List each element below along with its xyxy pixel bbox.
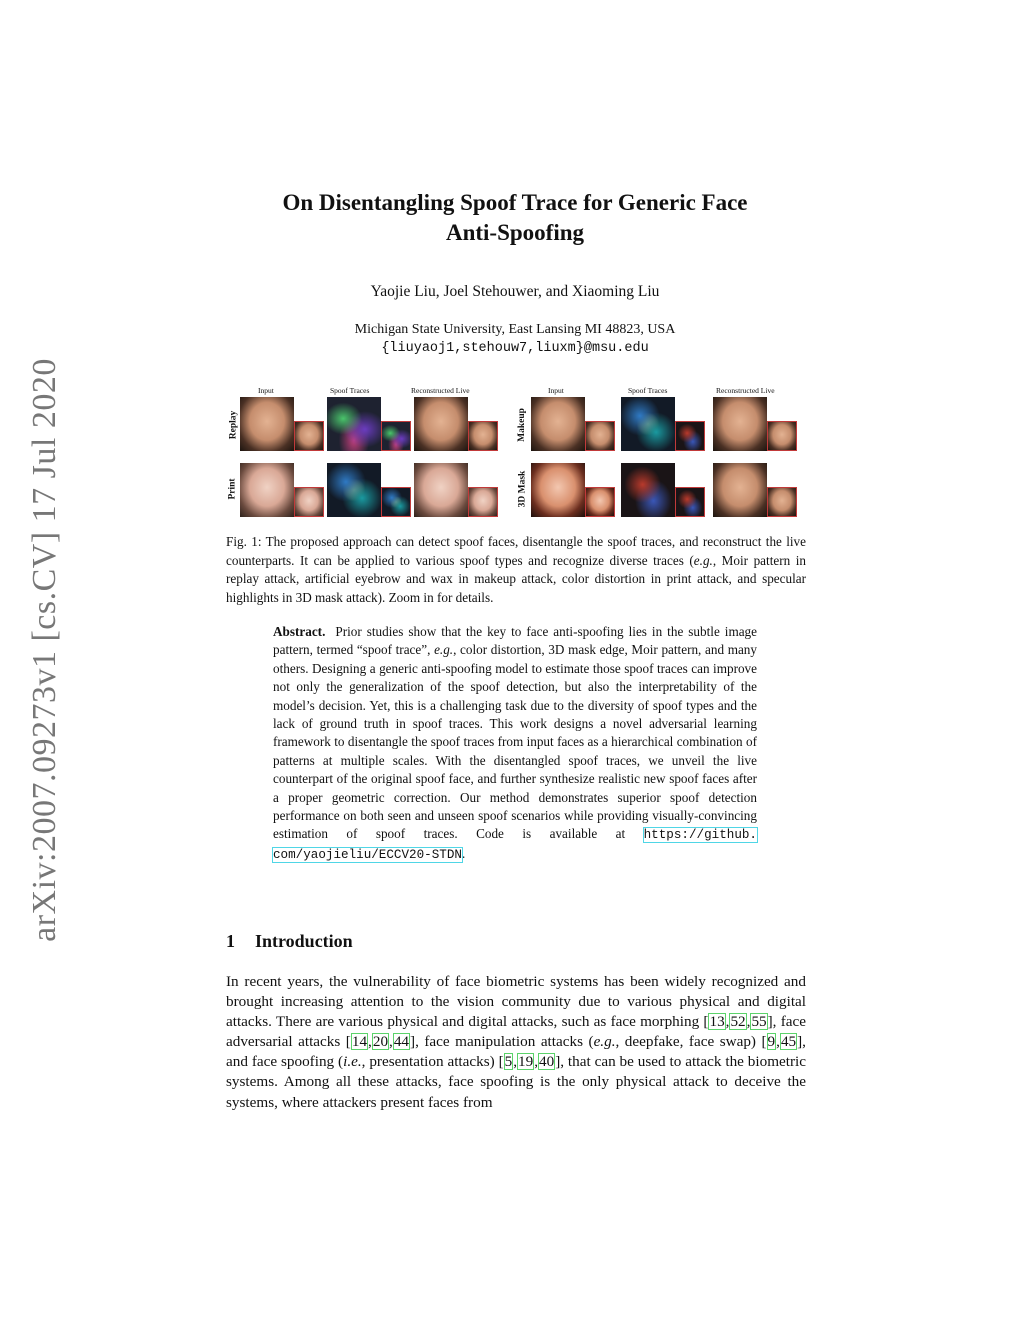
section-number: 1 xyxy=(226,931,235,951)
print-trace-crop xyxy=(381,487,411,517)
row-label-print: Print xyxy=(228,478,239,500)
replay-input-image xyxy=(240,397,294,451)
replay-trace-image xyxy=(327,397,381,451)
print-trace-image xyxy=(327,463,381,517)
citation-link[interactable]: 45 xyxy=(780,1033,797,1051)
replay-input-crop xyxy=(294,421,324,451)
citation-link[interactable]: 20 xyxy=(372,1033,389,1051)
email: {liuyaoj1,stehouw7,liuxm}@msu.edu xyxy=(381,341,649,356)
replay-trace-crop xyxy=(381,421,411,451)
title-line-1: On Disentangling Spoof Trace for Generic Face xyxy=(282,190,748,215)
print-live-crop xyxy=(468,487,498,517)
col-label-input-right: Input xyxy=(548,386,564,395)
row-label-3d-mask: 3D Mask xyxy=(517,470,527,508)
citation-link[interactable]: 19 xyxy=(518,1053,534,1071)
citation-link[interactable]: 52 xyxy=(730,1013,746,1031)
replay-live-image xyxy=(414,397,468,451)
affiliation: Michigan State University, East Lansing MI 48823, USA xyxy=(354,322,676,337)
figure-caption: Fig. 1: The proposed approach can detect spoof faces, disentangle the spoof traces, and reconstruct the live counterparts. It can be applied to various spoof types and recognize diverse traces (e.g., Moir pattern in replay attack, artificial eyebrow and wax in makeup attack, color distortion in print attack, and specular highlights in 3D mask attack). Zoom in for details. xyxy=(226,534,806,605)
print-input-image xyxy=(240,463,294,517)
citation-link[interactable]: 13 xyxy=(709,1013,725,1031)
col-label-live-left: Reconstructed Live xyxy=(411,386,470,395)
arxiv-stamp-text: arXiv:2007.09273v1 [cs.CV] 17 Jul 2020 xyxy=(26,358,63,942)
code-link-continued[interactable]: com/yaojieliu/ECCV20-STDN xyxy=(273,847,462,862)
authors: Yaojie Liu, Joel Stehouwer, and Xiaoming Liu xyxy=(370,283,660,300)
col-label-live-right: Reconstructed Live xyxy=(716,386,775,395)
row-label-makeup: Makeup xyxy=(517,408,528,442)
arxiv-stamp xyxy=(20,360,70,940)
makeup-trace-crop xyxy=(675,421,705,451)
affiliation-block xyxy=(226,320,804,358)
mask-trace-image xyxy=(621,463,675,517)
section-heading xyxy=(226,931,353,952)
code-link[interactable]: https://github. xyxy=(643,828,757,843)
mask-input-crop xyxy=(585,487,615,517)
col-label-traces-left: Spoof Traces xyxy=(330,386,370,395)
col-label-traces-right: Spoof Traces xyxy=(628,386,668,395)
citation-link[interactable]: 9 xyxy=(767,1033,776,1051)
paper-title xyxy=(226,188,804,248)
abstract-label: Abstract. xyxy=(273,624,326,639)
mask-live-crop xyxy=(767,487,797,517)
makeup-input-image xyxy=(531,397,585,451)
title-line-2: Anti-Spoofing xyxy=(445,220,585,245)
makeup-live-image xyxy=(713,397,767,451)
intro-paragraph: In recent years, the vulnerability of face biometric systems has been widely recognized and brought increasing attention to the vision community due to various physical and digital attacks. There are various physical and digital attacks, such as face morphing [13,52,55], face adversarial attacks [14,20,44], face manipulation attacks (e.g., deepfake, face swap) [9,45], and face spoofing (i.e., presentation attacks) [5,19,40], that can be used to attack the biometric systems. Among all these attacks, face spoofing is the only physical attack to deceive the systems, where attackers present faces from xyxy=(226,973,807,1111)
citation-link[interactable]: 55 xyxy=(751,1013,767,1031)
caption-eg: e.g. xyxy=(693,552,713,568)
print-input-crop xyxy=(294,487,324,517)
citation-link[interactable]: 44 xyxy=(393,1033,410,1051)
print-live-image xyxy=(414,463,468,517)
abstract: Abstract. Prior studies show that the key to face anti-spoofing lies in the subtle image pattern, termed “spoof trace”, e.g., color distortion, 3D mask edge, Moir pattern, and many others. Designing a generic anti-spoofing model to estimate those spoof traces can improve not only the generalization of the spoof detection, but also the interpretability of the model’s decision. Yet, this is a challenging task due to the diversity of spoof types and the lack of ground truth in spoof traces. This work designs a novel adversarial learning framework to disentangle the spoof traces from input faces as a hierarchical combination of patterns at multiple scales. With the disentangled spoof traces, we unveil the live counterpart of the original spoof face, and further synthesize realistic new spoof faces after a proper geometric correction. Our method demonstrates superior spoof detection performance on both seen and unseen spoof scenarios while providing visually-convincing estimation of spoof traces. Code is available at https://github. com/yaojieliu/ECCV20-STDN. xyxy=(273,624,758,862)
makeup-trace-image xyxy=(621,397,675,451)
replay-live-crop xyxy=(468,421,498,451)
figure-1 xyxy=(226,383,806,523)
citation-link[interactable]: 14 xyxy=(351,1033,368,1051)
mask-input-image xyxy=(531,463,585,517)
citation-link[interactable]: 5 xyxy=(504,1053,513,1071)
row-label-replay: Replay xyxy=(228,410,238,440)
makeup-live-crop xyxy=(767,421,797,451)
mask-trace-crop xyxy=(675,487,705,517)
section-title: Introduction xyxy=(255,931,353,951)
makeup-input-crop xyxy=(585,421,615,451)
mask-live-image xyxy=(713,463,767,517)
citation-link[interactable]: 40 xyxy=(539,1053,555,1071)
col-label-input-left: Input xyxy=(258,386,274,395)
